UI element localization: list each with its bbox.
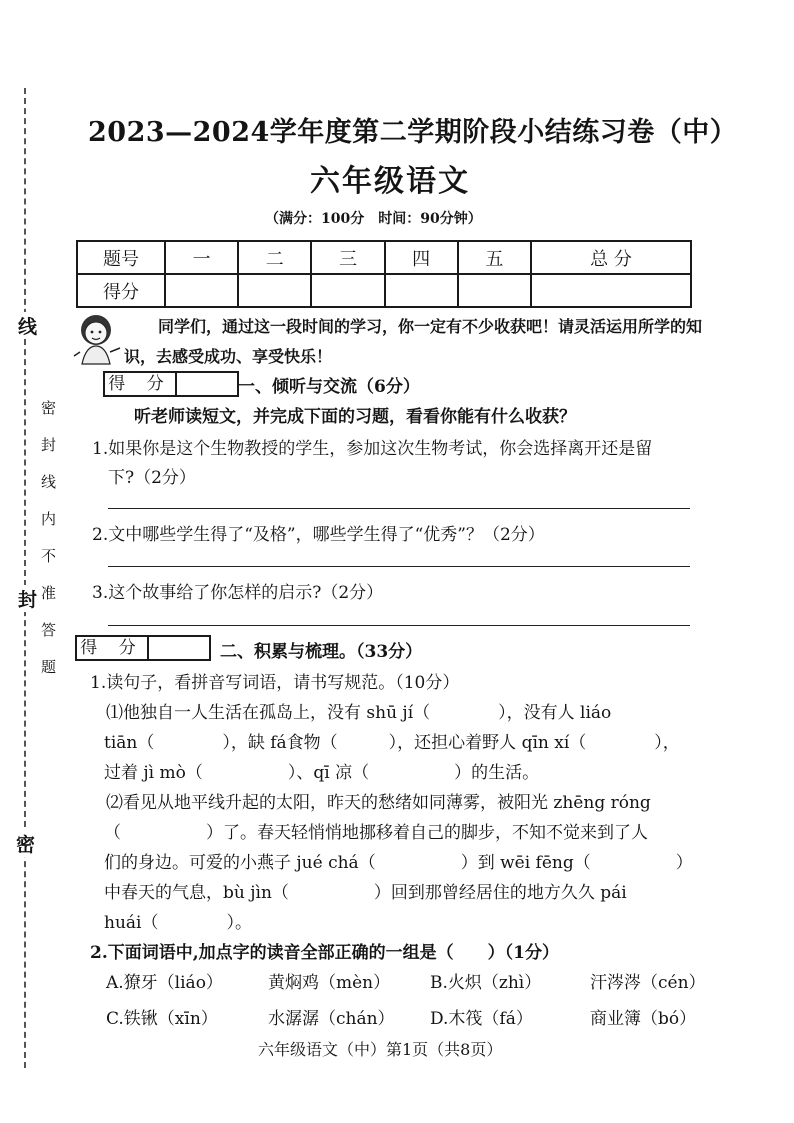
score-cell[interactable] [458, 274, 531, 307]
passage2-line: 们的身边。可爱的小燕子 jué chá（ ）到 wēi fēng（ ） [104, 853, 693, 873]
exam-subject: 六年级语文 [310, 164, 470, 199]
score-box-label: 得 分 [77, 637, 149, 659]
student-avatar-icon [72, 312, 124, 366]
score-box-blank[interactable] [177, 373, 237, 395]
question-1-2: 2.文中哪些学生得了“及格”，哪些学生得了“优秀”？（2分） [92, 525, 545, 545]
score-cell[interactable] [385, 274, 458, 307]
section1-title: 一、倾听与交流（6分） [238, 377, 420, 397]
header-cell: 三 [311, 241, 384, 274]
passage1-line: 过着 jì mò（ ）、qī 凉（ ）的生活。 [104, 763, 540, 783]
header-cell: 总 分 [531, 241, 691, 274]
passage1-line: tiān（ ），缺 fá食物（ ），还担心着野人 qīn xí（ ）， [104, 733, 680, 753]
question-1-1-cont: 下?（2分） [108, 468, 196, 488]
passage2-line: 中春天的气息，bù jìn（ ）回到那曾经居住的地方久久 pái [104, 883, 627, 903]
seal-mark-seal: 封 [18, 585, 37, 612]
option-d: D.木筏（fá） [430, 1009, 533, 1029]
score-table-header [77, 241, 691, 274]
passage2-line: huái（ ）。 [104, 913, 252, 933]
option-c: C.铁锹（xīn） [106, 1009, 218, 1029]
score-cell[interactable] [238, 274, 311, 307]
header-cell: 题号 [77, 241, 165, 274]
header-cell: 一 [165, 241, 238, 274]
section2-score-box [75, 635, 211, 661]
score-cell[interactable] [165, 274, 238, 307]
question-2-2: 2.下面词语中,加点字的读音全部正确的一组是（ ）（1分） [90, 943, 559, 963]
score-table-row [77, 274, 691, 307]
answer-line[interactable] [108, 625, 690, 626]
page-footer: 六年级语文（中）第1页（共8页） [258, 1040, 503, 1059]
section1-instruction: 听老师读短文，并完成下面的习题，看看你能有什么收获？ [134, 407, 576, 427]
seal-dashed-line [24, 88, 26, 1068]
question-1-1: 1.如果你是这个生物教授的学生，参加这次生物考试，你会选择离开还是留 [92, 439, 653, 459]
seal-mark-secret: 密 [16, 830, 35, 857]
score-box-blank[interactable] [149, 637, 209, 659]
seal-mark-line: 线 [18, 312, 37, 339]
option-d-2: 商业簿（bó） [590, 1009, 697, 1029]
intro-text: 同学们，通过这一段时间的学习，你一定有不少收获吧！请灵活运用所学的知识，去感受成功、享受快乐！ [124, 317, 703, 366]
header-cell: 四 [385, 241, 458, 274]
row-label: 得分 [77, 274, 165, 307]
question-2-1: 1.读句子，看拼音写词语，请书写规范。（10分） [90, 673, 460, 693]
section1-score-box [103, 371, 239, 397]
answer-line[interactable] [108, 508, 690, 509]
option-b-2: 汗涔涔（cén） [590, 973, 706, 993]
exam-title: 2023—2024学年度第二学期阶段小结练习卷（中） [88, 117, 738, 148]
option-b: B.火炽（zhì） [430, 973, 542, 993]
score-box-label: 得 分 [105, 373, 177, 395]
passage2-line: （ ）了。春天轻悄悄地挪移着自己的脚步，不知不觉来到了人 [104, 823, 648, 843]
seal-note: 密封线内不准答题 [39, 400, 57, 696]
answer-line[interactable] [108, 566, 690, 567]
option-a: A.獠牙（liáo） [106, 973, 223, 993]
option-c-2: 水潺潺（chán） [268, 1009, 395, 1029]
passage1-line: ⑴他独自一人生活在孤岛上，没有 shū jí（ ），没有人 liáo [106, 703, 612, 723]
score-cell[interactable] [311, 274, 384, 307]
header-cell: 五 [458, 241, 531, 274]
question-1-3: 3.这个故事给了你怎样的启示?（2分） [92, 583, 384, 603]
exam-meta: （满分：100分 时间：90分钟） [265, 211, 482, 227]
score-table [76, 240, 692, 308]
option-a-2: 黄焖鸡（mèn） [268, 973, 391, 993]
section2-title: 二、积累与梳理。（33分） [220, 642, 423, 662]
score-cell[interactable] [531, 274, 691, 307]
header-cell: 二 [238, 241, 311, 274]
passage2-line: ⑵看见从地平线升起的太阳，昨天的愁绪如同薄雾，被阳光 zhēng róng [106, 793, 651, 813]
